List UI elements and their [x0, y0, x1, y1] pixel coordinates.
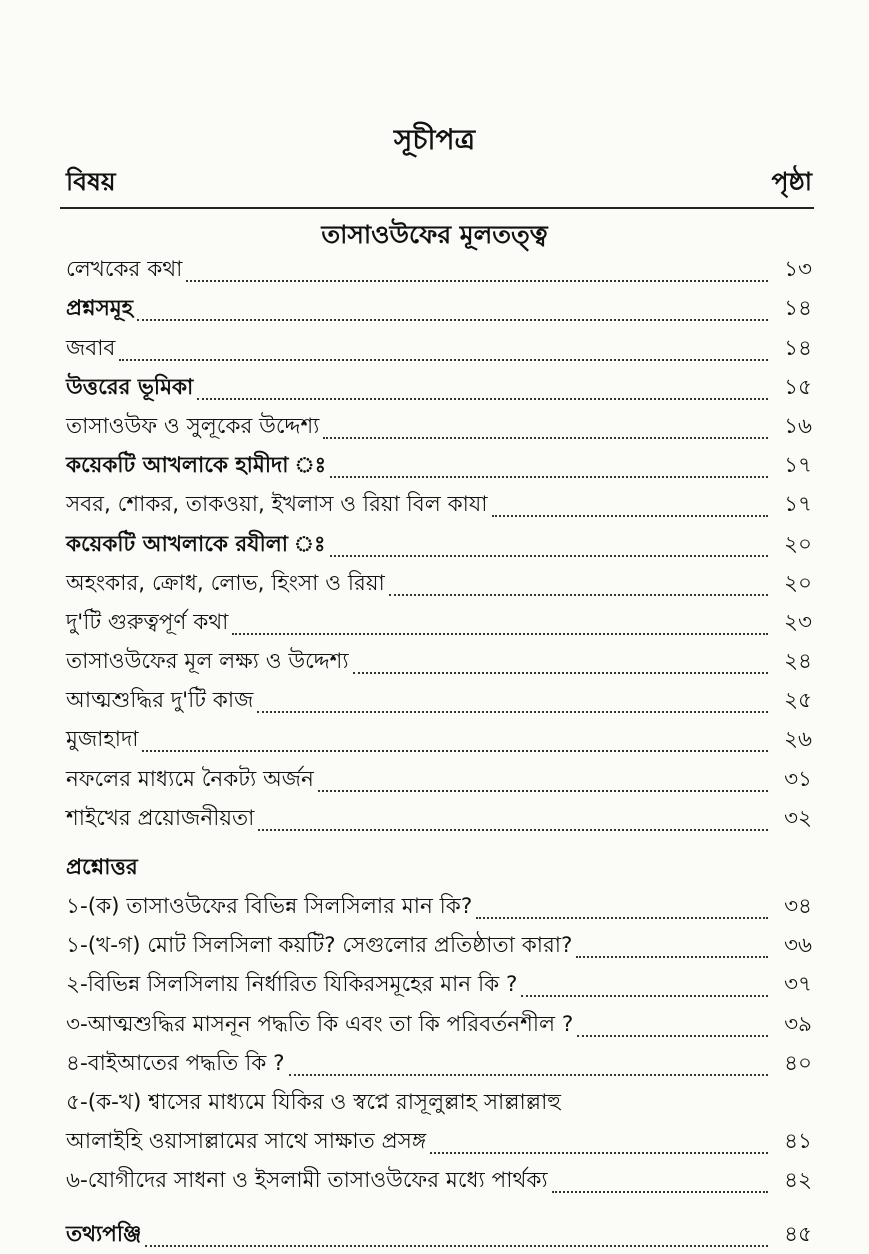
- toc-entry-label: ১-(খ-গ) মোট সিলসিলা কয়টি? সেগুলোর প্রতিষ্ঠাতা কারা?: [66, 933, 573, 959]
- toc-entry-page: ৩৯: [784, 1011, 812, 1037]
- toc-entry-label: সবর, শোকর, তাকওয়া, ইখলাস ও রিয়া বিল কাযা: [66, 492, 488, 518]
- toc-entry-label: ৩-আত্মশুদ্ধির মাসনূন পদ্ধতি কি এবং তা কি পরিবর্তনশীল ?: [66, 1011, 574, 1037]
- toc-entry-page: ২৪: [784, 649, 812, 675]
- toc-entry-label: আলাইহি ওয়াসাল্লামের সাথে সাক্ষাত প্রসঙ্গ: [66, 1129, 427, 1155]
- toc-entry-page: ৪১: [784, 1129, 812, 1155]
- toc-entry-page: ৩৭: [784, 972, 812, 998]
- toc-entry: [66, 524, 812, 563]
- dot-leader: [576, 956, 768, 958]
- toc-entry: [66, 289, 812, 328]
- toc-entry-page: ১৪: [784, 296, 812, 322]
- toc-entry-label: তথ্যপঞ্জি: [66, 1221, 142, 1247]
- toc-entry-page: ৪২: [784, 1168, 812, 1194]
- dot-leader: [258, 829, 768, 831]
- dot-leader: [353, 672, 768, 674]
- section-title: তাসাওউফের মূলতত্ত্ব: [321, 220, 548, 249]
- dot-leader: [389, 594, 768, 596]
- toc-entry-label: অহংকার, ক্রোধ, লোভ, হিংসা ও রিয়া: [66, 570, 385, 596]
- header-rule: [60, 207, 814, 209]
- toc-entry: [66, 407, 812, 446]
- dot-leader: [318, 790, 768, 792]
- dot-leader: [323, 437, 768, 439]
- toc-entry-page: ৩৬: [784, 933, 812, 959]
- toc-entry-page: ২০: [784, 531, 812, 557]
- page-column-label: পৃষ্ঠা: [771, 167, 812, 196]
- toc-entry-label: ৬-যোগীদের সাধনা ও ইসলামী তাসাওউফের মধ্যে পার্থক্য: [66, 1168, 548, 1194]
- toc-entry-page: ২৫: [784, 688, 812, 714]
- toc-entry-label: কয়েকটি আখলাকে হামীদা ঃ: [66, 453, 327, 479]
- toc-entry: [66, 564, 812, 603]
- toc-header: [66, 162, 812, 205]
- toc-entry-label: তাসাওউফের মূল লক্ষ্য ও উদ্দেশ্য: [66, 649, 349, 675]
- toc-entry-label: জবাব: [66, 335, 116, 361]
- toc-entry: [66, 250, 812, 289]
- toc-entry-label: ৪-বাইআতের পদ্ধতি কি ?: [66, 1050, 285, 1076]
- dot-leader: [552, 1191, 768, 1193]
- toc-entry-page: ৪৫: [784, 1221, 812, 1247]
- toc-entry-page: ২০: [784, 570, 812, 596]
- toc-entry-label: ২-বিভিন্ন সিলসিলায় নির্ধারিত যিকিরসমূহের মান কি ?: [66, 972, 518, 998]
- toc-entry: [66, 965, 812, 1004]
- toc-entry-page: ১৭: [784, 453, 812, 479]
- dot-leader: [142, 750, 768, 752]
- toc-entry-page: ৩২: [784, 805, 812, 831]
- toc-entry: [66, 485, 812, 524]
- dot-leader: [330, 476, 768, 478]
- toc-entry-page: ১৬: [784, 413, 812, 439]
- toc-entry-page: ৩৪: [784, 894, 812, 919]
- toc-entry: [66, 446, 812, 485]
- toc-entry: [66, 720, 812, 759]
- toc-list: [66, 250, 812, 1254]
- toc-entry-bibliography: [66, 1214, 812, 1253]
- toc-entry-label: মুজাহাদা: [66, 727, 139, 753]
- page-title: সূচীপত্র: [393, 123, 476, 156]
- toc-entry-page: ২৬: [784, 727, 812, 753]
- toc-entry-page: ১৪: [784, 335, 812, 361]
- toc-entry-label: ৫-(ক-খ) শ্বাসের মাধ্যমে যিকির ও স্বপ্নে রাসূলুল্লাহ সাল্লাল্লাহু: [66, 1089, 562, 1115]
- toc-entry-label: প্রশ্নসমূহ: [66, 296, 134, 322]
- toc-entry: [66, 328, 812, 367]
- toc-entry: [66, 1122, 812, 1161]
- toc-entry-label: দু'টি গুরুত্বপূর্ণ কথা: [66, 609, 229, 635]
- toc-entry: [66, 926, 812, 965]
- toc-entry: [66, 681, 812, 720]
- toc-entry: [66, 1044, 812, 1083]
- toc-entry-page: ১৩: [784, 257, 812, 283]
- toc-entry-label: আত্মশুদ্ধির দু'টি কাজ: [66, 688, 254, 714]
- toc-entry: [66, 887, 812, 926]
- dot-leader: [330, 555, 768, 557]
- toc-entry-label: লেখকের কথা: [66, 257, 183, 283]
- dot-leader: [521, 995, 768, 997]
- subject-column-label: বিষয়: [66, 167, 116, 196]
- toc-entry: [66, 759, 812, 798]
- dot-leader: [577, 1035, 768, 1037]
- toc-entry-label: কয়েকটি আখলাকে রযীলা ঃ: [66, 531, 326, 557]
- dot-leader: [145, 1245, 768, 1247]
- qa-heading: প্রশ্নোত্তর: [66, 854, 138, 880]
- toc-entry-page: ২৩: [784, 609, 812, 635]
- toc-entry-page: ৪০: [784, 1050, 812, 1076]
- toc-entry: [66, 1161, 812, 1200]
- toc-entry-label: শাইখের প্রয়োজনীয়তা: [66, 805, 255, 831]
- dot-leader: [476, 917, 768, 919]
- toc-entry-page: ১৫: [784, 374, 812, 400]
- dot-leader: [137, 319, 768, 321]
- dot-leader: [232, 633, 768, 635]
- dot-leader: [186, 280, 768, 282]
- toc-entry: [66, 1004, 812, 1043]
- toc-entry: [66, 603, 812, 642]
- dot-leader: [430, 1152, 768, 1154]
- toc-entry-page: ৩১: [784, 766, 812, 792]
- toc-entry-label: উত্তরের ভূমিকা: [66, 374, 194, 400]
- dot-leader: [289, 1074, 768, 1076]
- toc-entry: [66, 642, 812, 681]
- dot-leader: [197, 398, 768, 400]
- toc-entry-label: তাসাওউফ ও সুলূকের উদ্দেশ্য: [66, 413, 320, 439]
- toc-entry: [66, 368, 812, 407]
- toc-entry: [66, 799, 812, 838]
- dot-leader: [119, 359, 768, 361]
- toc-entry-page: ১৭: [784, 492, 812, 518]
- toc-entry-label: নফলের মাধ্যমে নৈকট্য অর্জন: [66, 766, 314, 792]
- toc-entry-continued-line: [66, 1083, 812, 1122]
- dot-leader: [492, 515, 768, 517]
- dot-leader: [257, 711, 768, 713]
- toc-entry-label: ১-(ক) তাসাওউফের বিভিন্ন সিলসিলার মান কি?: [66, 894, 473, 919]
